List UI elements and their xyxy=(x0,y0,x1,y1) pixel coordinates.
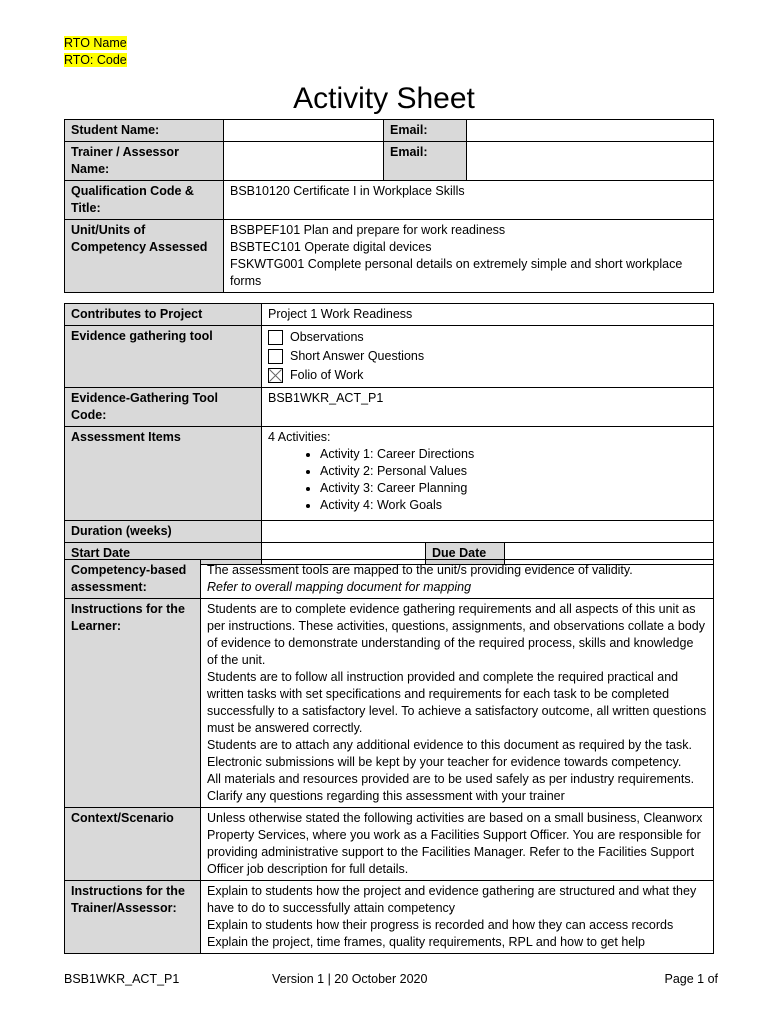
student-details-table xyxy=(64,119,714,293)
student-email-label: Email: xyxy=(384,120,467,142)
tool-option-observations[interactable] xyxy=(268,328,707,347)
unit-item: FSKWTG001 Complete personal details on extremely simple and short workplace forms xyxy=(230,257,683,288)
qualification-label: Qualification Code & Title: xyxy=(65,181,224,220)
evidence-tool-label: Evidence gathering tool xyxy=(65,326,262,388)
checkbox-icon[interactable] xyxy=(268,349,283,364)
unit-item: BSBTEC101 Operate digital devices xyxy=(230,240,432,254)
student-name-field[interactable] xyxy=(224,120,384,142)
paragraph: Students are to attach any additional evidence to this document as required by the task. Electronic submissions will be kept by your teacher for evidence towards competency. xyxy=(207,738,693,769)
rto-name: RTO Name xyxy=(64,36,127,50)
trainer-email-label: Email: xyxy=(384,142,467,181)
paragraph: Students are to complete evidence gathering requirements and all aspects of this unit as per instructions. These activities, questions, assignments, and observations collate a body of evidence to demonstrate understanding of the required process, skills and knowledge of the unit. xyxy=(207,602,705,667)
paragraph: Explain the project, time frames, quality requirements, RPL and how to get help xyxy=(207,935,645,949)
assessment-items xyxy=(262,427,714,521)
project-label: Contributes to Project xyxy=(65,304,262,326)
tool-option-label: Short Answer Questions xyxy=(290,349,425,363)
learner-instructions-label: Instructions for the Learner: xyxy=(65,599,201,808)
checked-checkbox-icon[interactable] xyxy=(268,368,283,383)
units-label: Unit/Units of Competency Assessed xyxy=(65,220,224,293)
evidence-tool-options xyxy=(262,326,714,388)
project-details-table xyxy=(64,303,714,565)
items-intro: 4 Activities: xyxy=(268,430,331,444)
context-text: Unless otherwise stated the following activities are based on a small business, Cleanworx Property Services, where you work as a Facilities Support Officer. You are responsible for providing administrative support to the Facilities Manager. Refer to the Facilities Support Officer job description for full details. xyxy=(201,808,714,881)
trainer-email-field[interactable] xyxy=(467,142,714,181)
competency-label: Competency-based assessment: xyxy=(65,560,201,599)
trainer-name-field[interactable] xyxy=(224,142,384,181)
paragraph: Clarify any questions regarding this assessment with your trainer xyxy=(207,789,565,803)
learner-instructions xyxy=(201,599,714,808)
mapping-note: Refer to overall mapping document for mapping xyxy=(207,580,472,594)
activities-list xyxy=(268,446,707,514)
due-date-label: Due Date xyxy=(426,543,505,565)
tool-option-folio[interactable] xyxy=(268,366,707,385)
page-title: Activity Sheet xyxy=(293,82,475,115)
start-date-label: Start Date xyxy=(65,543,262,565)
unit-item: BSBPEF101 Plan and prepare for work readiness xyxy=(230,223,506,237)
footer-page: Page 1 of xyxy=(664,972,718,986)
footer-code: BSB1WKR_ACT_P1 xyxy=(64,972,180,986)
tool-code-value: BSB1WKR_ACT_P1 xyxy=(262,388,714,427)
context-label: Context/Scenario xyxy=(65,808,201,881)
trainer-name-label: Trainer / Assessor Name: xyxy=(65,142,224,181)
paragraph: Explain to students how the project and evidence gathering are structured and what they have to do to successfully attain competency xyxy=(207,884,697,915)
student-email-field[interactable] xyxy=(467,120,714,142)
tool-option-label: Folio of Work xyxy=(290,368,364,382)
assessment-items-label: Assessment Items xyxy=(65,427,262,521)
footer-version: Version 1 | 20 October 2020 xyxy=(272,972,428,986)
list-item: • Activity 2: Personal Values xyxy=(320,463,707,480)
competency-text xyxy=(201,560,714,599)
paragraph: All materials and resources provided are to be used safely as per industry requirements. xyxy=(207,772,695,786)
tool-option-label: Observations xyxy=(290,330,364,344)
tool-option-short-answer[interactable] xyxy=(268,347,707,366)
duration-field[interactable] xyxy=(262,521,714,543)
tool-code-label: Evidence-Gathering Tool Code: xyxy=(65,388,262,427)
paragraph: Explain to students how their progress is recorded and how they can access records xyxy=(207,918,674,932)
instructions-table xyxy=(64,559,714,954)
competency-statement: The assessment tools are mapped to the unit/s providing evidence of validity. xyxy=(207,563,633,577)
trainer-instructions-label: Instructions for the Trainer/Assessor: xyxy=(65,881,201,954)
list-item: • Activity 4: Work Goals xyxy=(320,497,707,514)
rto-code: RTO: Code xyxy=(64,53,127,67)
trainer-instructions xyxy=(201,881,714,954)
project-value: Project 1 Work Readiness xyxy=(262,304,714,326)
checkbox-icon[interactable] xyxy=(268,330,283,345)
paragraph: Students are to follow all instruction provided and complete the required practical and written tasks with set specifications and requirements for each task to be completed successfully to a satisfactory level. To achieve a satisfactory outcome, all written questions must be answered correctly. xyxy=(207,670,707,735)
rto-header xyxy=(64,35,127,69)
list-item: • Activity 1: Career Directions xyxy=(320,446,707,463)
duration-label: Duration (weeks) xyxy=(65,521,262,543)
student-name-label: Student Name: xyxy=(65,120,224,142)
units-list xyxy=(224,220,714,293)
qualification-value: BSB10120 Certificate I in Workplace Skills xyxy=(224,181,714,220)
list-item: • Activity 3: Career Planning xyxy=(320,480,707,497)
